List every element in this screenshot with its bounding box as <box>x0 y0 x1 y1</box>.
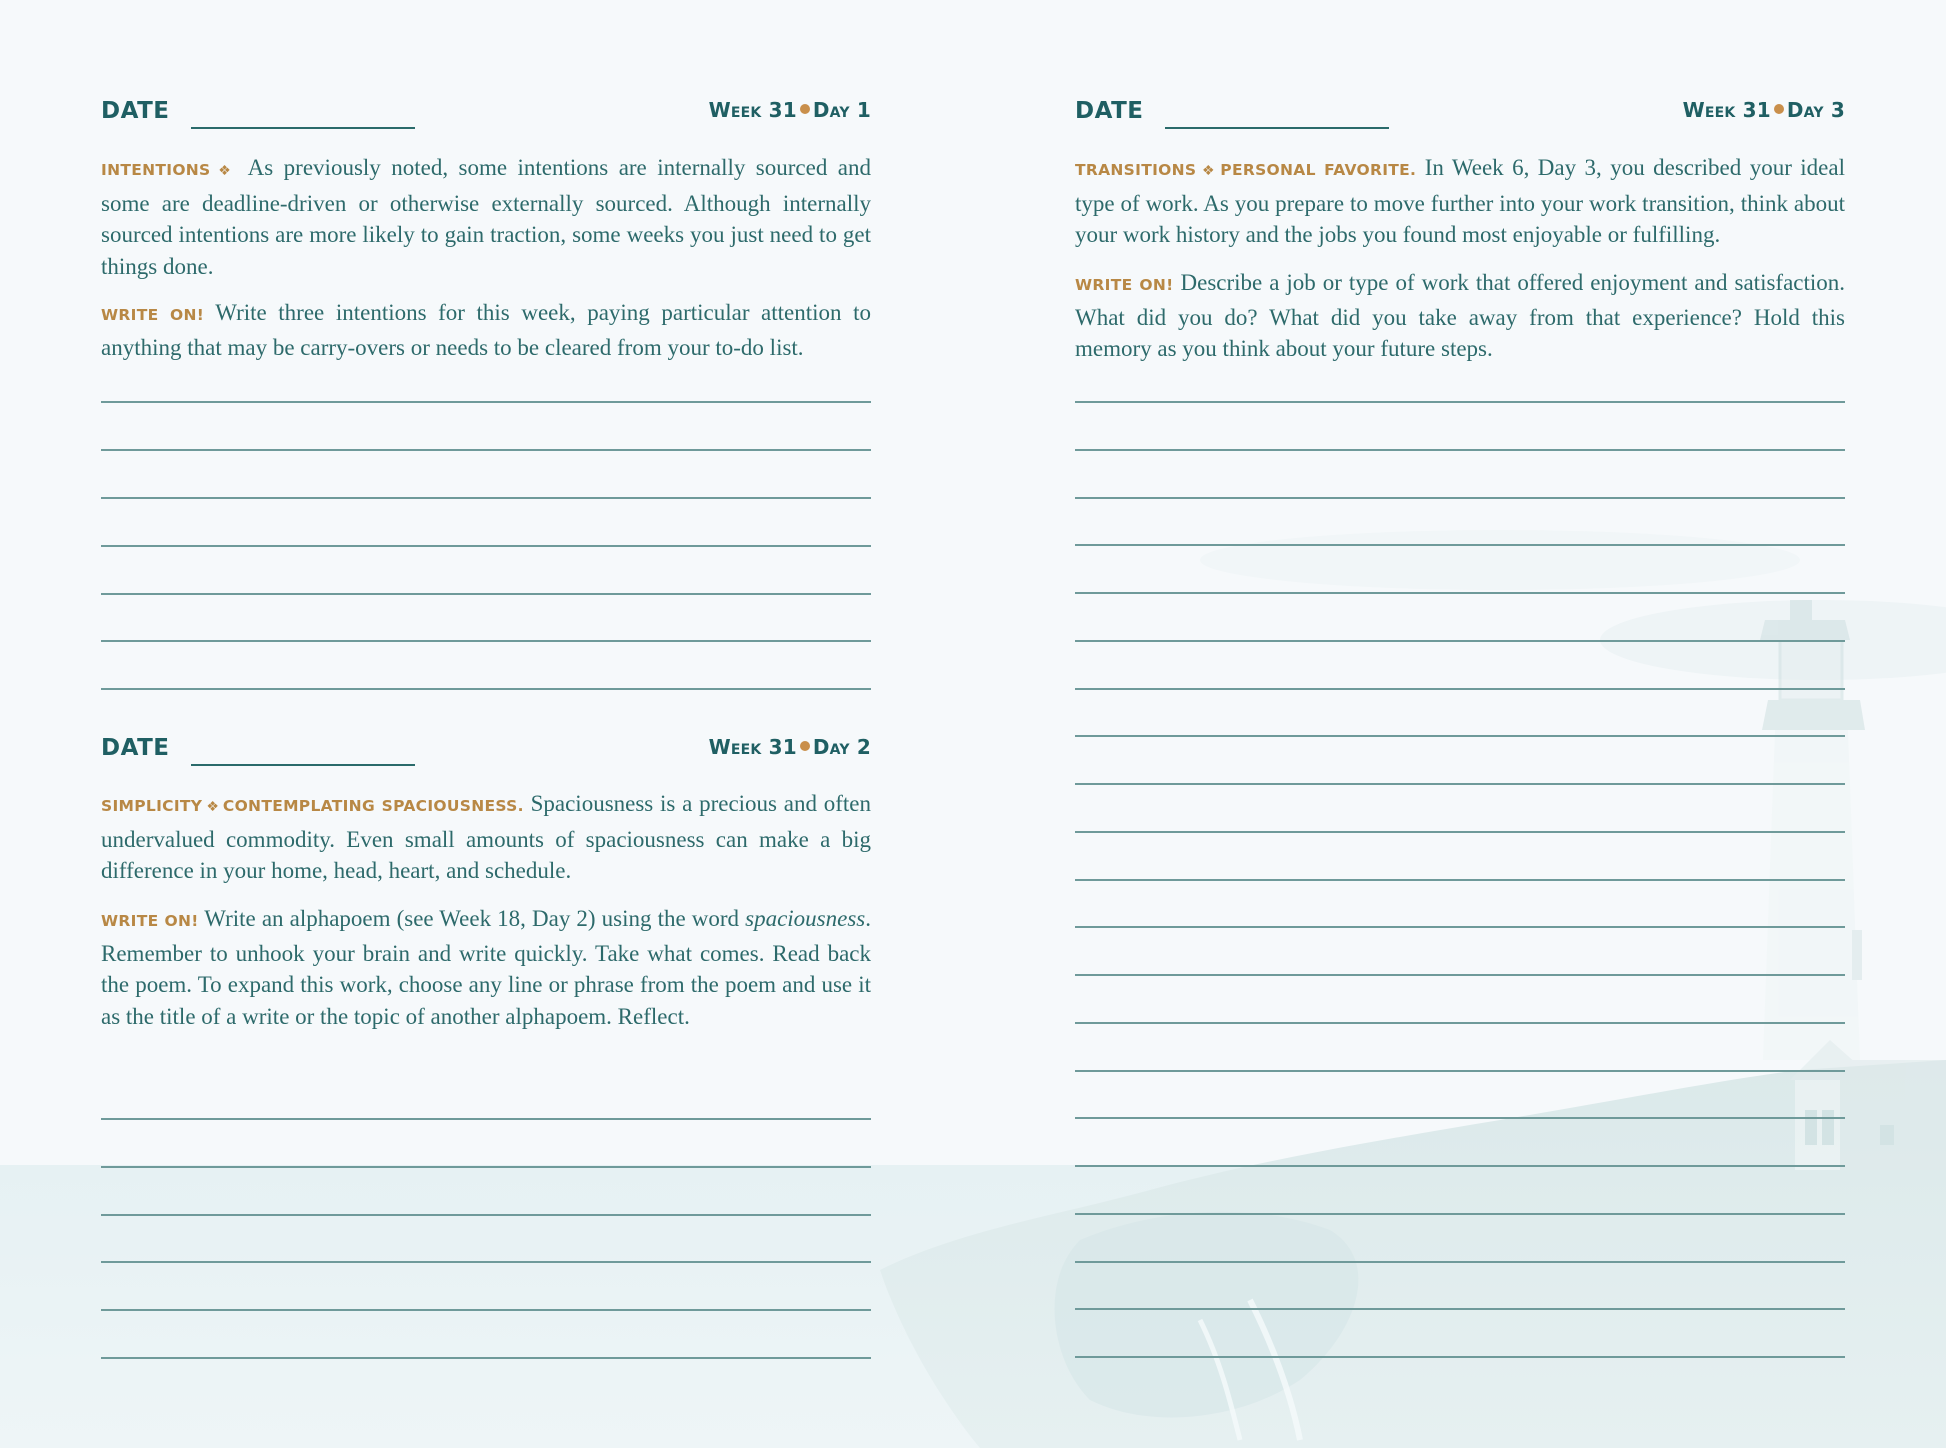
writing-line[interactable] <box>1075 783 1845 785</box>
category-label: TRANSITIONS <box>1075 161 1197 179</box>
writing-line[interactable] <box>101 1357 871 1359</box>
writing-line[interactable] <box>1075 926 1845 928</box>
writing-line[interactable] <box>1075 1308 1845 1310</box>
writing-line[interactable] <box>101 401 871 403</box>
writing-line[interactable] <box>1075 1165 1845 1167</box>
date-label: DATE <box>1075 98 1144 124</box>
prompt-text: In Week 6, Day 3, you described your ideal type of work. As you prepare to move further into your work transition, think about your work history and the jobs you found most enjoyable or fulfilling. <box>1075 155 1845 247</box>
write-on-paragraph <box>101 297 871 363</box>
write-on-label: WRITE ON! <box>1075 276 1174 294</box>
day-text: Day 2 <box>812 735 871 759</box>
writing-line[interactable] <box>101 593 871 595</box>
writing-line[interactable] <box>1075 497 1845 499</box>
date-field[interactable] <box>191 764 415 766</box>
writing-line[interactable] <box>101 1214 871 1216</box>
writing-line[interactable] <box>101 497 871 499</box>
day-text: Day 1 <box>812 98 871 122</box>
write-on-text: Describe a job or type of work that offered enjoyment and satisfaction. What did you do? What did you take away from that experience? Hold this memory as you think about your future steps. <box>1075 270 1846 361</box>
writing-line[interactable] <box>1075 544 1845 546</box>
prompt-text: Spaciousness is a precious and often undervalued commodity. Even small amounts of spaciousness can make a big difference in your home, head, heart, and schedule. <box>101 791 871 883</box>
diamond-icon: ❖ <box>213 164 236 179</box>
writing-line[interactable] <box>101 1166 871 1168</box>
write-on-italic-word: spaciousness <box>745 906 866 931</box>
write-on-paragraph <box>101 903 871 1032</box>
writing-line[interactable] <box>101 545 871 547</box>
writing-line[interactable] <box>1075 735 1845 737</box>
writing-line[interactable] <box>1075 688 1845 690</box>
write-on-text-continued: . Remember to unhook your brain and write quickly. Take what comes. Read back the poem. To expand this work, choose any line or phrase from the poem and use it as the title of a write or the topic of another alphapoem. Reflect. <box>101 906 871 1029</box>
entry-header <box>101 98 871 138</box>
diamond-icon: ❖ <box>205 800 220 815</box>
writing-line[interactable] <box>1075 974 1845 976</box>
week-day-label <box>709 98 871 122</box>
prompt-paragraph <box>101 788 871 887</box>
subcategory-label: CONTEMPLATING SPACIOUSNESS. <box>222 797 524 815</box>
date-field[interactable] <box>191 127 415 129</box>
write-on-paragraph <box>1075 267 1845 365</box>
writing-line[interactable] <box>1075 401 1845 403</box>
day-text: Day 3 <box>1786 98 1845 122</box>
week-text: Week 31 <box>708 735 797 759</box>
date-label: DATE <box>101 98 170 124</box>
entry-header <box>101 735 871 775</box>
write-on-label: WRITE ON! <box>101 912 199 930</box>
writing-line[interactable] <box>101 1261 871 1263</box>
week-text: Week 31 <box>1682 98 1771 122</box>
writing-line[interactable] <box>1075 1356 1845 1358</box>
week-day-label <box>1683 98 1845 122</box>
category-label: SIMPLICITY <box>101 797 203 815</box>
writing-line[interactable] <box>1075 1117 1845 1119</box>
write-on-text: Write three intentions for this week, paying particular attention to anything that may be carry-overs or needs to be cleared from your to-do list. <box>101 300 871 360</box>
bullet-dot-icon <box>1774 104 1784 114</box>
writing-line[interactable] <box>1075 592 1845 594</box>
write-on-label: WRITE ON! <box>101 306 205 324</box>
write-on-text: Write an alphapoem (see Week 18, Day 2) using the word <box>204 906 740 931</box>
writing-line[interactable] <box>101 688 871 690</box>
prompt-text: As previously noted, some intentions are internally sourced and some are deadline-driven or otherwise externally sourced. Although internally sourced intentions are more likely to gain traction, some weeks you just need to get things done. <box>101 155 871 279</box>
writing-line[interactable] <box>101 449 871 451</box>
week-text: Week 31 <box>708 98 797 122</box>
date-label: DATE <box>101 735 170 761</box>
writing-line[interactable] <box>101 640 871 642</box>
writing-line[interactable] <box>1075 1261 1845 1263</box>
writing-line[interactable] <box>1075 1022 1845 1024</box>
writing-line[interactable] <box>1075 879 1845 881</box>
writing-line[interactable] <box>1075 640 1845 642</box>
bullet-dot-icon <box>800 104 810 114</box>
diamond-icon: ❖ <box>1199 164 1218 179</box>
writing-line[interactable] <box>1075 449 1845 451</box>
prompt-paragraph <box>1075 152 1845 251</box>
date-field[interactable] <box>1165 127 1389 129</box>
subcategory-label: PERSONAL FAVORITE. <box>1220 161 1417 179</box>
category-label: INTENTIONS <box>101 161 211 179</box>
writing-line[interactable] <box>101 1309 871 1311</box>
entry-header <box>1075 98 1845 138</box>
writing-line[interactable] <box>1075 1070 1845 1072</box>
prompt-paragraph <box>101 152 871 282</box>
writing-line[interactable] <box>1075 831 1845 833</box>
bullet-dot-icon <box>800 741 810 751</box>
writing-line[interactable] <box>101 1118 871 1120</box>
week-day-label <box>709 735 871 759</box>
writing-line[interactable] <box>1075 1213 1845 1215</box>
